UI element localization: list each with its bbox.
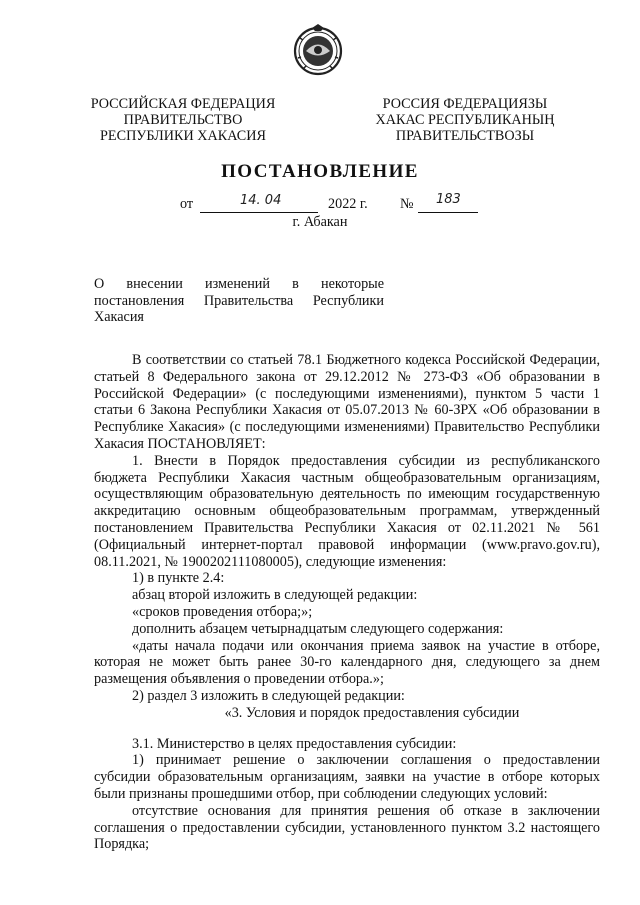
- header-left-block: [78, 96, 288, 144]
- date-underline: [200, 212, 318, 213]
- body-paragraph: В соответствии со статьей 78.1 Бюджетного кодекса Российской Федерации, статьей 8 Федерального закона от 29.12.2012 № 273-ФЗ «Об образовании в Российской Федерации» (с последующими изменениями), пунктом 5 части 1 статьи 6 Закона Республики Хакасия от 05.07.2013 № 60-ЗРХ «Об образовании в Республике Хакасия» (с последующими изменениями) Правительство Республики Хакасия ПОСТАНОВЛЯЕТ:: [94, 352, 600, 452]
- body-paragraph: «сроков проведения отбора;»;: [132, 603, 313, 620]
- subject-line: Хакасия: [94, 309, 144, 325]
- body-paragraph: «даты начала подачи или окончания приема заявок на участие в отборе, которая не может быть ранее 30-го календарного дня, следующего за днем размещения объявления о проведении отбора.»;: [94, 637, 600, 688]
- subject-line: О внесении изменений в некоторые: [94, 276, 384, 292]
- header-right-line: ПРАВИТЕЛЬСТВОЗЫ: [395, 128, 535, 144]
- subject-line: постановления Правительства Республики: [94, 292, 384, 309]
- header-right-block: [350, 96, 580, 144]
- header-right-line: РОССИЯ ФЕДЕРАЦИЯЗЫ: [382, 96, 548, 112]
- body-paragraph: 1) в пункте 2.4:: [132, 570, 225, 587]
- body-paragraph: отсутствие основания для принятия решения об отказе в заключении соглашения о предоставлении субсидии, установленного пунктом 3.2 настоящего Порядка;: [94, 802, 600, 853]
- handwritten-date: 14. 04: [240, 193, 282, 208]
- header-left-line: РОССИЙСКАЯ ФЕДЕРАЦИЯ: [90, 96, 276, 112]
- section-heading: «3. Условия и порядок предоставления субсидии: [224, 704, 520, 721]
- handwritten-number: 183: [436, 192, 461, 207]
- document-body: [94, 352, 600, 853]
- header-left-line: РЕСПУБЛИКИ ХАКАСИЯ: [100, 128, 266, 144]
- year-label: 2022 г.: [328, 196, 368, 212]
- date-number-line: [180, 192, 500, 214]
- document-title: ПОСТАНОВЛЕНИЕ: [221, 161, 419, 182]
- body-paragraph: 1) принимает решение о заключении соглашения о предоставлении субсидии образовательным организациям, заявки на участие в отборе которых были признаны прошедшими отбор, при соблюдении следующих условий:: [94, 752, 600, 802]
- city-label: г. Абакан: [292, 214, 348, 230]
- body-paragraph: 2) раздел 3 изложить в следующей редакции:: [132, 687, 405, 704]
- subject-block: [94, 276, 384, 326]
- spacer: [94, 722, 600, 736]
- body-paragraph: 1. Внести в Порядок предоставления субсидии из республиканского бюджета Республики Хакасия частным общеобразовательным организациям, осуществляющим образовательную деятельность по имеющим государственную аккредитацию основным общеобразовательным программам, утвержденный постановлением Правительства Республики Хакасия от 02.11.2021 № 561 (Официальный интернет-портал правовой информации (www.pravo.gov.ru), 08.11.2021, № 1900202111080005), следующие изменения:: [94, 452, 600, 570]
- body-paragraph: абзац второй изложить в следующей редакции:: [132, 587, 418, 604]
- header-right-line: ХАКАС РЕСПУБЛИКАНЫҢ: [375, 112, 555, 128]
- from-label: от: [180, 196, 194, 212]
- body-paragraph: 3.1. Министерство в целях предоставления субсидии:: [132, 735, 457, 752]
- header-left-line: ПРАВИТЕЛЬСТВО: [123, 112, 243, 128]
- body-paragraph: дополнить абзацем четырнадцатым следующего содержания:: [132, 620, 504, 637]
- number-label: №: [400, 196, 414, 212]
- number-underline: [418, 212, 478, 213]
- coat-of-arms-emblem: [292, 24, 344, 76]
